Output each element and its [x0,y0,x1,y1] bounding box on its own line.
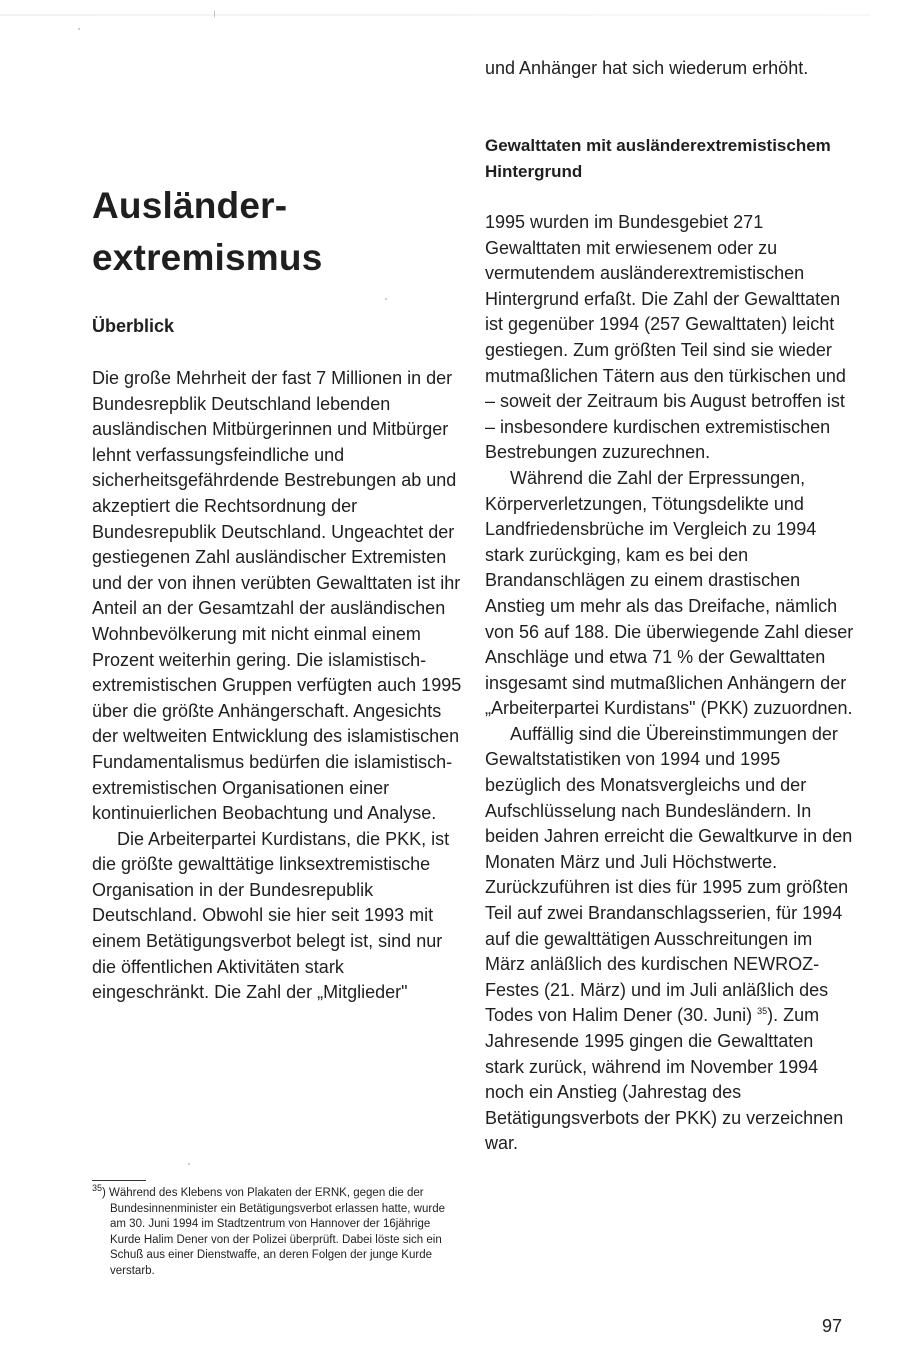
scan-speck [385,298,387,300]
paragraph-comparison-tail: ). Zum Jahresende 1995 gingen die Gewalttaten stark zurück, während im November 1994 noch ein Anstieg (Jahrestag des Betätigungsverbots der PKK) zu verzeichnen war. [485,1005,844,1154]
paragraph-comparison [485,722,855,1157]
section-heading-overview: Überblick [92,316,175,336]
paragraph-overview: Die große Mehrheit der fast 7 Millionen in der Bundesrepblik Deutschland lebenden ausländischen Mitbürgerinnen und Mitbürger lehnt verfassungsfeindliche und sicherheitsgefährdende Bestrebungen ab und akzeptiert die Rechtsordnung der Bundesrepublik Deutschland. Ungeachtet der gestiegenen Zahl ausländischer Extremisten und der von ihnen verübten Gewalttaten ist ihr Anteil an der Gesamtzahl der ausländischen Wohnbevölkerung mit nicht einmal einem Prozent weiterhin gering. Die islamistisch-extremistischen Gruppen verfügten auch 1995 über die größte Anhängerschaft. Angesichts der weltweiten Entwicklung des islamistischen Fundamentalismus bedürfen die islamistisch-extremistischen Organisationen einer kontinuierlichen Beobachtung und Analyse. [92,368,462,824]
footnote-reference[interactable]: 35 [757,1006,768,1017]
footnote-marker: 35 [92,1183,103,1194]
paragraph-pkk: Die Arbeiterpartei Kurdistans, die PKK, ist die größte gewalttätige linksextremistische Organisation in der Bundesrepublik Deutschland. Obwohl sie hier seit 1993 mit einem Betätigungsverbot belegt ist, sind nur die öffentlichen Aktivitäten stark eingeschränkt. Die Zahl der „Mitglieder" [92,828,450,1003]
right-column-body [485,210,855,1157]
page-number: 97 [822,1316,843,1336]
left-column-body [92,366,464,1006]
footnote-divider [92,1180,146,1181]
paragraph-arson: Während die Zahl der Erpressungen, Körperverletzungen, Tötungsdelikte und Landfriedensbrüche im Vergleich zu 1994 stark zurückging, kam es bei den Brandanschlägen zu einem drastischen Anstieg um mehr als das Dreifache, nämlich von 56 auf 188. Die überwiegende Zahl dieser Anschläge und etwa 71 % der Gewalttaten insgesamt sind mutmaßlichen Anhängern der „Arbeiterpartei Kurdistans" (PKK) zuzuordnen. [485,467,854,719]
scan-speck [188,1163,190,1165]
paragraph-continuation: und Anhänger hat sich wiederum erhöht. [485,58,809,78]
footnote [92,1183,460,1279]
paragraph-comparison-text: Auffällig sind die Übereinstimmungen der Gewaltstatistiken von 1994 und 1995 bezüglich des Monatsvergleichs und der Aufschlüsselung nach Bundesländern. In beiden Jahren erreicht die Gewaltkurve in den Monaten März und Juli Höchstwerte. Zurückzuführen ist dies für 1995 zum größten Teil auf zwei Brandanschlagsserien, für 1994 auf die gewalttätigen Ausschreitungen im März anläßlich des kurdischen NEWROZ-Festes (21. März) und im Juli anläßlich des Todes von Halim Dener (30. Juni) [485,723,853,1026]
page-top-edge [0,14,870,16]
scan-speck [78,28,80,30]
subheading-violence: Gewalttaten mit ausländerextremistischem Hintergrund [485,136,831,181]
footnote-text: ) Während des Klebens von Plakaten der ERNK, gegen die der Bundesinnenminister ein Betätigungsverbot erlassen hatte, wurde am 30. Juni 1994 im Stadtzentrum von Hannover der 16jährige Kurde Halim Dener von der Polizei überprüft. Dabei löste sich ein Schuß aus einer Dienstwaffe, an deren Folgen der junge Kurde verstarb. [102,1187,445,1277]
scan-speck [214,10,215,18]
chapter-title: Ausländer-extremismus [92,185,323,278]
paragraph-statistics: 1995 wurden im Bundesgebiet 271 Gewalttaten mit erwiesenem oder zu vermutendem ausländerextremistischen Hintergrund erfaßt. Die Zahl der Gewalttaten ist gegenüber 1994 (257 Gewalttaten) leicht gestiegen. Zum größten Teil sind sie wieder mutmaßlichen Tätern aus den türkischen und – soweit der Zeitraum bis August betroffen ist – insbesondere kurdischen extremistischen Bestrebungen zuzurechnen. [485,212,846,463]
